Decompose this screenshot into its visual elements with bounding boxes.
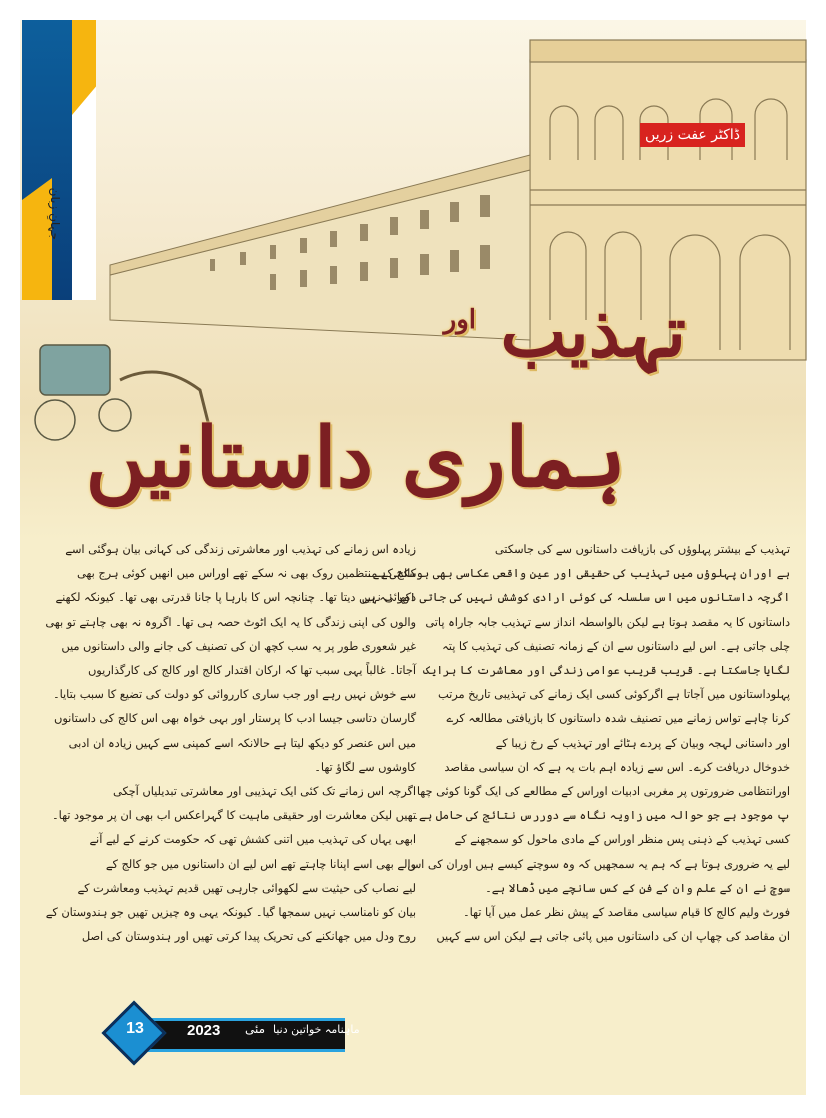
title-line-1: تہذیب: [500, 290, 686, 373]
issue-month: مئی: [245, 1022, 266, 1036]
text-line: لیے یہ ضروری ہوتا ہے کہ ہم یہ سمجھیں کہ وہ سوچتے کیسے ہیں اوران کی اس: [407, 857, 790, 871]
text-line: سے خوش نہیں رہے اور جب ساری کارروائی کو دولت کی تضیع کا سبب بتایا۔: [52, 688, 416, 702]
text-line: کسی تہذیب کے ذہنی پس منظر اوراس کے مادی ماحول کو سمجھنے کے: [454, 833, 790, 847]
text-line: اورانتظامی ضرورتوں پر مغربی ادبیات اوراس کے مطالعے کی ایک گونا کوئی چھا: [416, 785, 790, 799]
text-line: تہذیب کے بیشتر پہلوؤں کی بازیافت داستانوں سے کی جاسکتی: [494, 543, 790, 556]
text-line: کاوشوں سے لگاؤ تھا۔: [314, 760, 416, 774]
text-line: کرنا چاہے تواس زمانے میں تصنیف شدہ داستانوں کا بازیافتی مطالعہ کرے: [446, 712, 790, 726]
text-line: میں اس عنصر کو دیکھ لیتا ہے حالانکہ اسے کمپنی سے کہیں زیادہ ان ادبی: [68, 736, 416, 750]
issue-year: 2023: [187, 1022, 221, 1039]
text-line: اگرچہ داستانوں میں اس سلسلہ کی کوئی ارادی کوشش نہیں کی جاتی اور نہ ہی: [362, 591, 790, 605]
text-line: ہے اوران پہلوؤں میں تہذیب کی حقیقی اور عین واقعی عکاسی بھی ہوسکتی ہے۔: [366, 567, 790, 581]
magazine-page: [20, 20, 806, 1095]
text-line: لیے نصاب کی حیثیت سے لکھوائی جارہی تھیں قدیم تہذیب ومعاشرت کے: [77, 881, 416, 895]
text-line: دکھائی نہیں دیتا تھا۔ چنانچہ اس کا بارہا پا جانا قدرتی بھی تھا۔ کیونکہ لکھنے: [55, 591, 416, 605]
text-line: آجاتا۔ غالباً یہی سبب تھا کہ ارکان اقتدار کالج اور کالج کی کارگذاریوں: [87, 664, 416, 678]
text-line: اور داستانی لہجہ وبیان کے پردے ہٹائے اور تہذیب کے رخ زیبا کے: [495, 736, 790, 750]
text-line: والے بھی اسے اپنانا چاہتے تھے اس لیے ان داستانوں میں جو کالج کے: [105, 857, 416, 871]
text-line: گارسان دتاسی جیسا ادب کا پرستار اور بہی خواہ بھی اس کالج کی داستانوں: [54, 712, 416, 726]
magazine-name: ماہنامہ خواتین دنیا: [273, 1023, 360, 1036]
title-line-2: ہماری داستانیں: [85, 410, 626, 506]
text-line: سوچ نے ان کے علم وان کے فن کے کس سانچے میں ڈھالا ہے۔: [485, 881, 790, 895]
text-line: ابھی یہاں کی تہذیب میں اتنی کشش تھی کہ حکومت کرنے کے لیے آنے: [89, 833, 416, 847]
text-line: کالج کے منتظمین روک بھی نہ سکے تھے اوراس میں انھیں کوئی ہرج بھی: [77, 567, 416, 581]
text-column-left: [45, 538, 416, 949]
text-line: پ موجود ہے جو حوالہ میں زاویہ نگاہ سے دوررس نتائج کی حامل ہے۔: [412, 809, 790, 823]
text-line: زیادہ اس زمانے کی تہذیب اور معاشرتی زندگی کی کہانی بیان ہوگئی اسے: [65, 543, 416, 556]
hero-illustration: [20, 20, 806, 540]
page-number: 13: [126, 1020, 144, 1037]
text-line: ان مقاصد کی چھاپ ان کی داستانوں میں پائی جاتی ہے لیکن اس سے کہیں: [436, 930, 790, 944]
footer-banner: [105, 1010, 360, 1052]
section-label: جہانِ زبان: [48, 187, 62, 240]
text-line: چلی جاتی ہے۔ اس لیے داستانوں سے ان کے زمانہ تصنیف کی تہذیب کا پتہ: [442, 639, 790, 653]
text-line: والوں کی اپنی زندگی کا یہ ایک اٹوٹ حصہ ہی تھا۔ اگروہ نہ بھی چاہتے تو بھی: [45, 615, 416, 629]
author-badge: ڈاکٹر عفت زریں: [640, 123, 745, 147]
text-line: خدوخال دریافت کرے۔ اس سے زیادہ اہم بات یہ ہے کہ ان سیاسی مقاصد: [444, 760, 790, 774]
text-line: اگرچہ اس زمانے تک کئی ایک تہذیبی اور معاشرتی تبدیلیاں آچکی: [113, 785, 416, 799]
text-line: پہلوداستانوں میں آجاتا ہے اگرکوئی کسی ایک زمانے کی تہذیبی تاریخ مرتب: [437, 688, 790, 702]
text-line: تھیں لیکن معاشرت اور حقیقی ماہیت کا گہراعکس اب بھی ان پر موجود تھا۔: [52, 809, 416, 823]
text-line: بیان کو نامناسب نہیں سمجھا گیا۔ کیونکہ یہی وہ چیزیں تھیں جو ہندوستان کے: [45, 906, 416, 920]
text-line: غیر شعوری طور پر یہ سب کچھ ان کی تصنیف کی جانے والی داستانوں میں: [61, 639, 416, 653]
text-line: روح ودل میں جھانکنے کی تحریک پیدا کرتی تھیں اور ہندوستان کی اصل: [81, 930, 416, 944]
title-connector: اور: [443, 305, 476, 335]
text-line: فورٹ ولیم کالج کا قیام سیاسی مقاصد کے پیش نظر عمل میں آیا تھا۔: [462, 906, 790, 920]
text-line: داستانوں کا یہ مقصد ہوتا ہے لیکن بالواسطہ انداز سے تہذیب جابہ جاراہ پاتی: [425, 615, 790, 629]
text-line: لگایا جاسکتا ہے۔ قریب قریب عوامی زندگی اور معاشرت کا ہرایک: [423, 664, 790, 678]
